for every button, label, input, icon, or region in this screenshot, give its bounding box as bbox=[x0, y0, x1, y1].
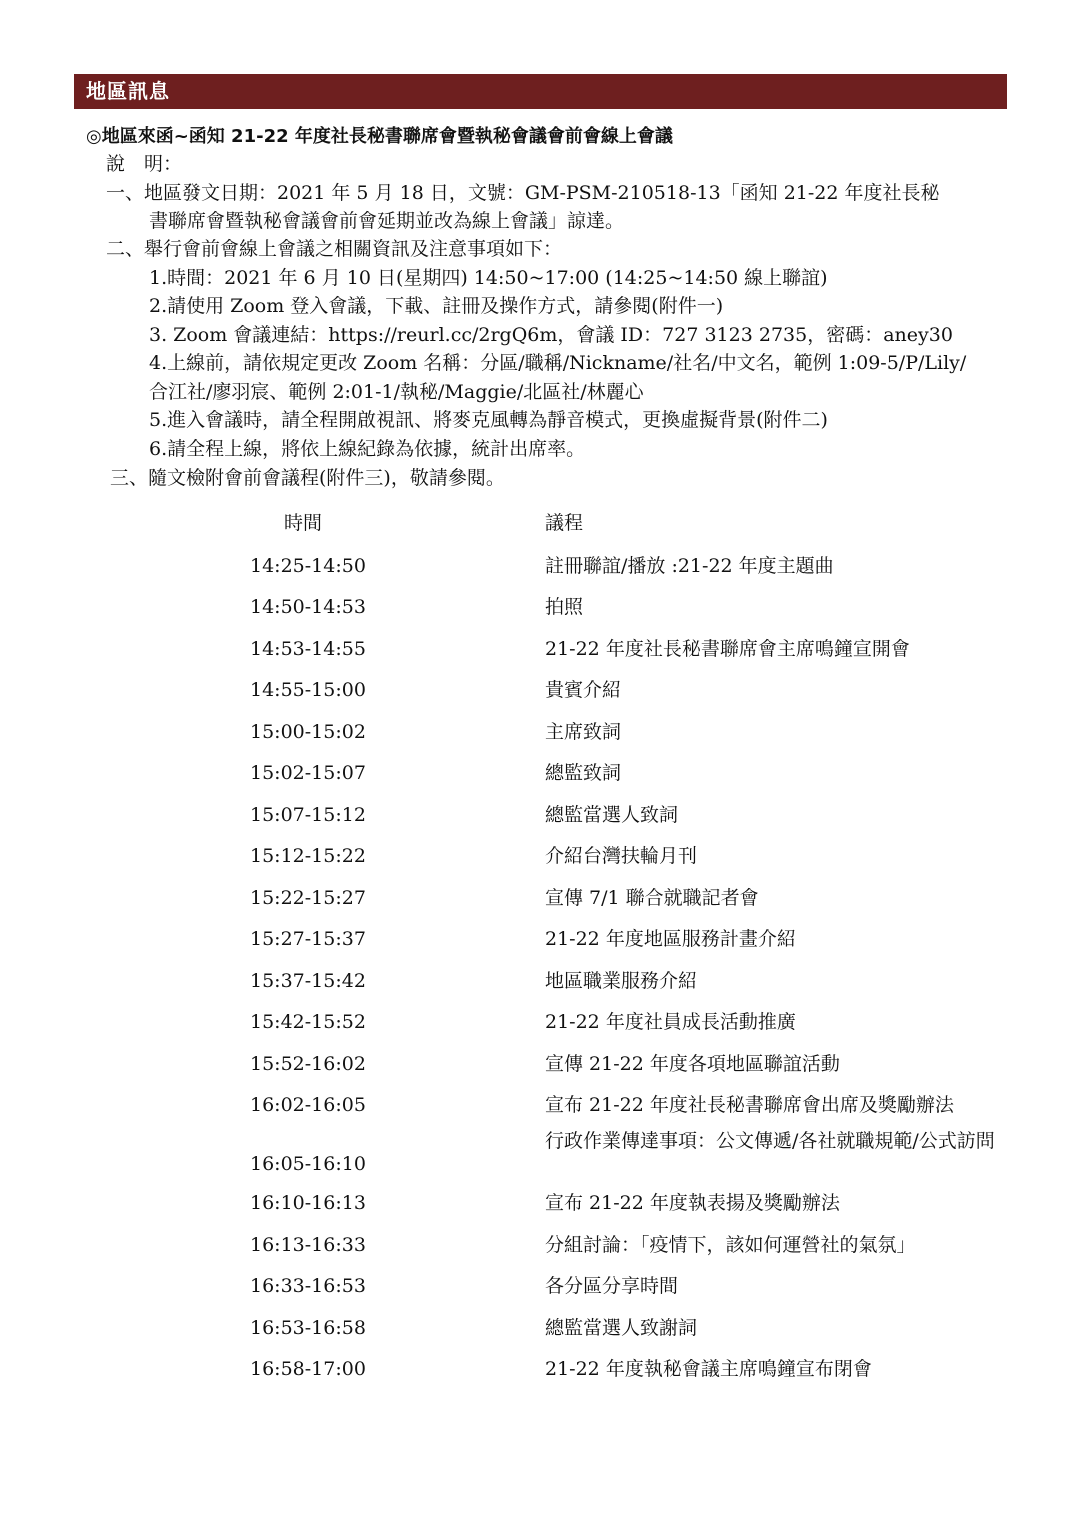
agenda-time: 16:05-16:10 bbox=[250, 1153, 366, 1175]
agenda-item: 主席致詞 bbox=[545, 721, 622, 743]
agenda-time: 16:13-16:33 bbox=[250, 1234, 366, 1256]
agenda-time: 16:58-17:00 bbox=[250, 1358, 366, 1380]
paragraph-1: 一、地區發文日期：2021 年 5 月 18 日，文號：GM-PSM-210518-13「函知 21-22 年度社長秘 bbox=[106, 182, 940, 204]
agenda-time: 15:02-15:07 bbox=[250, 762, 366, 784]
agenda-header-item: 議程 bbox=[545, 512, 584, 534]
agenda-item: 總監當選人致詞 bbox=[545, 804, 679, 826]
agenda-item: 宣傳 21-22 年度各項地區聯誼活動 bbox=[545, 1053, 840, 1075]
agenda-time: 16:10-16:13 bbox=[250, 1192, 366, 1214]
agenda-time: 16:33-16:53 bbox=[250, 1275, 366, 1297]
agenda-item: 貴賓介紹 bbox=[545, 679, 622, 701]
agenda-item: 21-22 年度社員成長活動推廣 bbox=[545, 1011, 796, 1033]
agenda-item: 各分區分享時間 bbox=[545, 1275, 679, 1297]
agenda-time: 15:27-15:37 bbox=[250, 928, 366, 950]
agenda-item: 拍照 bbox=[545, 596, 584, 618]
agenda-time: 14:55-15:00 bbox=[250, 679, 366, 701]
paragraph-1-cont: 書聯席會暨執秘會議會前會延期並改為線上會議」諒達。 bbox=[149, 210, 625, 232]
agenda-time: 14:53-14:55 bbox=[250, 638, 366, 660]
agenda-item: 21-22 年度地區服務計畫介紹 bbox=[545, 928, 796, 950]
note-2: 2.請使用 Zoom 登入會議，下載、註冊及操作方式，請參閱(附件一) bbox=[149, 295, 724, 317]
agenda-time: 16:53-16:58 bbox=[250, 1317, 366, 1339]
headline: ◎地區來函~函知 21-22 年度社長秘書聯席會暨執秘會議會前會線上會議 bbox=[86, 126, 673, 147]
agenda-time: 15:22-15:27 bbox=[250, 887, 366, 909]
agenda-item: 行政作業傳達事項：公文傳遞/各社就職規範/公式訪問 bbox=[545, 1130, 995, 1152]
agenda-item: 註冊聯誼/播放 :21-22 年度主題曲 bbox=[545, 555, 834, 577]
agenda-item: 介紹台灣扶輪月刊 bbox=[545, 845, 698, 867]
agenda-item: 21-22 年度執秘會議主席鳴鐘宣布閉會 bbox=[545, 1358, 872, 1380]
section-title-bar: 地區訊息 bbox=[74, 74, 1007, 109]
agenda-item: 宣布 21-22 年度社長秘書聯席會出席及獎勵辦法 bbox=[545, 1094, 954, 1116]
agenda-item: 宣布 21-22 年度執表揚及獎勵辦法 bbox=[545, 1192, 840, 1214]
note-4: 4.上線前，請依規定更改 Zoom 名稱：分區/職稱/Nickname/社名/中文名，範例 1:09-5/P/Lily/ bbox=[149, 352, 967, 374]
agenda-time: 15:00-15:02 bbox=[250, 721, 366, 743]
agenda-item: 地區職業服務介紹 bbox=[545, 970, 698, 992]
agenda-item: 21-22 年度社長秘書聯席會主席鳴鐘宣開會 bbox=[545, 638, 910, 660]
agenda-time: 15:07-15:12 bbox=[250, 804, 366, 826]
agenda-item: 分組討論：「疫情下，該如何運營社的氣氛」 bbox=[545, 1234, 916, 1256]
explain-label: 說 明： bbox=[106, 153, 183, 175]
agenda-time: 14:25-14:50 bbox=[250, 555, 366, 577]
note-6: 6.請全程上線，將依上線紀錄為依據，統計出席率。 bbox=[149, 438, 586, 460]
note-3: 3. Zoom 會議連結：https://reurl.cc/2rgQ6m，會議 ID：727 3123 2735，密碼：aney30 bbox=[149, 324, 953, 346]
note-4-cont: 合江社/廖羽宸、範例 2:01-1/執秘/Maggie/北區社/林麗心 bbox=[149, 381, 644, 403]
agenda-time: 14:50-14:53 bbox=[250, 596, 366, 618]
agenda-time: 15:37-15:42 bbox=[250, 970, 366, 992]
agenda-item: 總監致詞 bbox=[545, 762, 622, 784]
agenda-item: 總監當選人致謝詞 bbox=[545, 1317, 698, 1339]
paragraph-2: 二、舉行會前會線上會議之相關資訊及注意事項如下： bbox=[106, 238, 563, 260]
agenda-time: 16:02-16:05 bbox=[250, 1094, 366, 1116]
note-5: 5.進入會議時，請全程開啟視訊、將麥克風轉為靜音模式，更換虛擬背景(附件二) bbox=[149, 409, 828, 431]
paragraph-3: 三、隨文檢附會前會議程(附件三)，敬請參閱。 bbox=[110, 467, 505, 489]
agenda-time: 15:12-15:22 bbox=[250, 845, 366, 867]
note-1: 1.時間：2021 年 6 月 10 日(星期四) 14:50~17:00 (14:25~14:50 線上聯誼) bbox=[149, 267, 828, 289]
agenda-header-time: 時間 bbox=[284, 512, 323, 534]
agenda-time: 15:52-16:02 bbox=[250, 1053, 366, 1075]
agenda-time: 15:42-15:52 bbox=[250, 1011, 366, 1033]
agenda-item: 宣傳 7/1 聯合就職記者會 bbox=[545, 887, 759, 909]
